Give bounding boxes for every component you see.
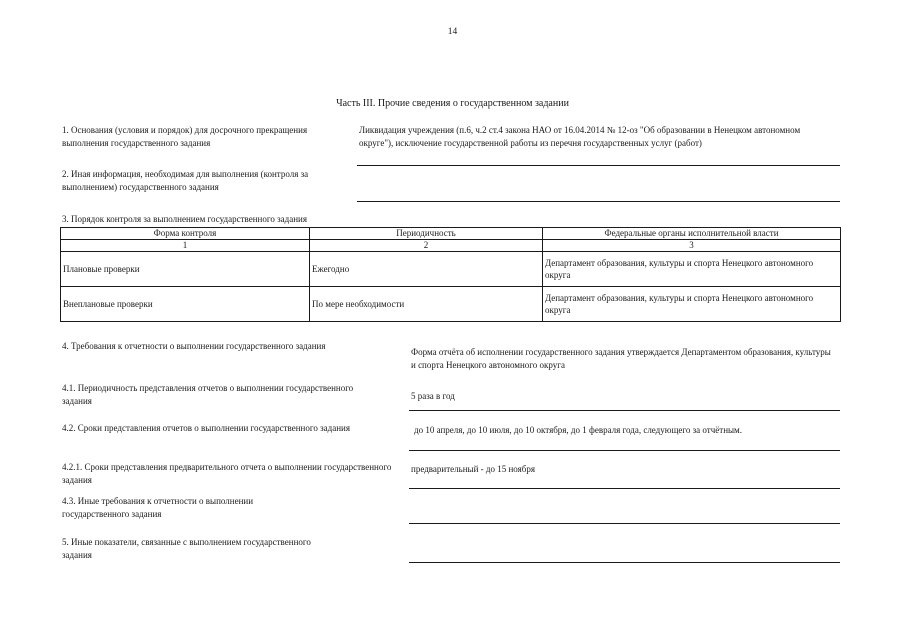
section-4-3-underline (409, 523, 840, 524)
control-table-number-row (61, 240, 841, 252)
section-1-label: 1. Основания (условия и порядок) для досрочного прекращения выполнения государственного задания (62, 125, 308, 148)
control-table-header-cell: Периодичность (310, 228, 543, 240)
control-table-number-cell: 1 (61, 240, 310, 252)
section-4-1-value: 5 раза в год (411, 391, 455, 401)
section-4-value: Форма отчёта об исполнении государственного задания утверждается Департаментом образования, культуры и спорта Ненецкого автономного округа (411, 347, 831, 370)
section-4-2-label: 4.2. Сроки представления отчетов о выполнении государственного задания (62, 423, 350, 433)
section-4-2-1-underline (409, 488, 840, 489)
table-cell: Ежегодно (310, 252, 543, 287)
table-row (61, 287, 841, 322)
page-number: 14 (447, 27, 458, 37)
part-title: Часть III. Прочие сведения о государственном задании (336, 98, 569, 109)
section-4-3-label: 4.3. Иные требования к отчетности о выполнении государственного задания (62, 496, 254, 519)
section-2-underline (357, 201, 840, 202)
section-4-2-value: до 10 апреля, до 10 июля, до 10 октября, до 1 февраля года, следующего за отчётным. (414, 425, 743, 435)
control-table (60, 227, 841, 322)
section-4-2-1-label: 4.2.1. Сроки представления предварительного отчета о выполнении государственного задания (62, 462, 392, 485)
table-row (61, 252, 841, 287)
section-4-1-label: 4.1. Периодичность представления отчетов о выполнении государственного задания (62, 383, 354, 406)
table-cell: По мере необходимости (310, 287, 543, 322)
section-4-label: 4. Требования к отчетности о выполнении государственного задания (62, 341, 326, 351)
section-5-label: 5. Иные показатели, связанные с выполнением государственного задания (62, 537, 311, 560)
section-1-value: Ликвидация учреждения (п.6, ч.2 ст.4 закона НАО от 16.04.2014 № 12-оз "Об образовании в Ненецком автономном округе"), исключение государственной работы из перечня государственных услуг (работ) (359, 125, 801, 148)
section-4-2-underline (409, 450, 840, 451)
section-2-label: 2. Иная информация, необходимая для выполнения (контроля за выполнением) государственного задания (62, 169, 309, 192)
section-1-underline (357, 165, 840, 166)
table-cell: Департамент образования, культуры и спорта Ненецкого автономного округа (543, 287, 841, 322)
control-table-number-cell: 3 (543, 240, 841, 252)
section-4-2-1-value: предварительный - до 15 ноября (411, 464, 535, 474)
control-table-header-cell: Форма контроля (61, 228, 310, 240)
section-4-1-underline (409, 410, 840, 411)
table-cell: Плановые проверки (61, 252, 310, 287)
table-cell: Департамент образования, культуры и спорта Ненецкого автономного округа (543, 252, 841, 287)
section-5-underline (409, 562, 840, 563)
control-table-header-cell: Федеральные органы исполнительной власти (543, 228, 841, 240)
control-table-header-row (61, 228, 841, 240)
section-3-label: 3. Порядок контроля за выполнением государственного задания (62, 214, 307, 224)
table-cell: Внеплановые проверки (61, 287, 310, 322)
control-table-number-cell: 2 (310, 240, 543, 252)
